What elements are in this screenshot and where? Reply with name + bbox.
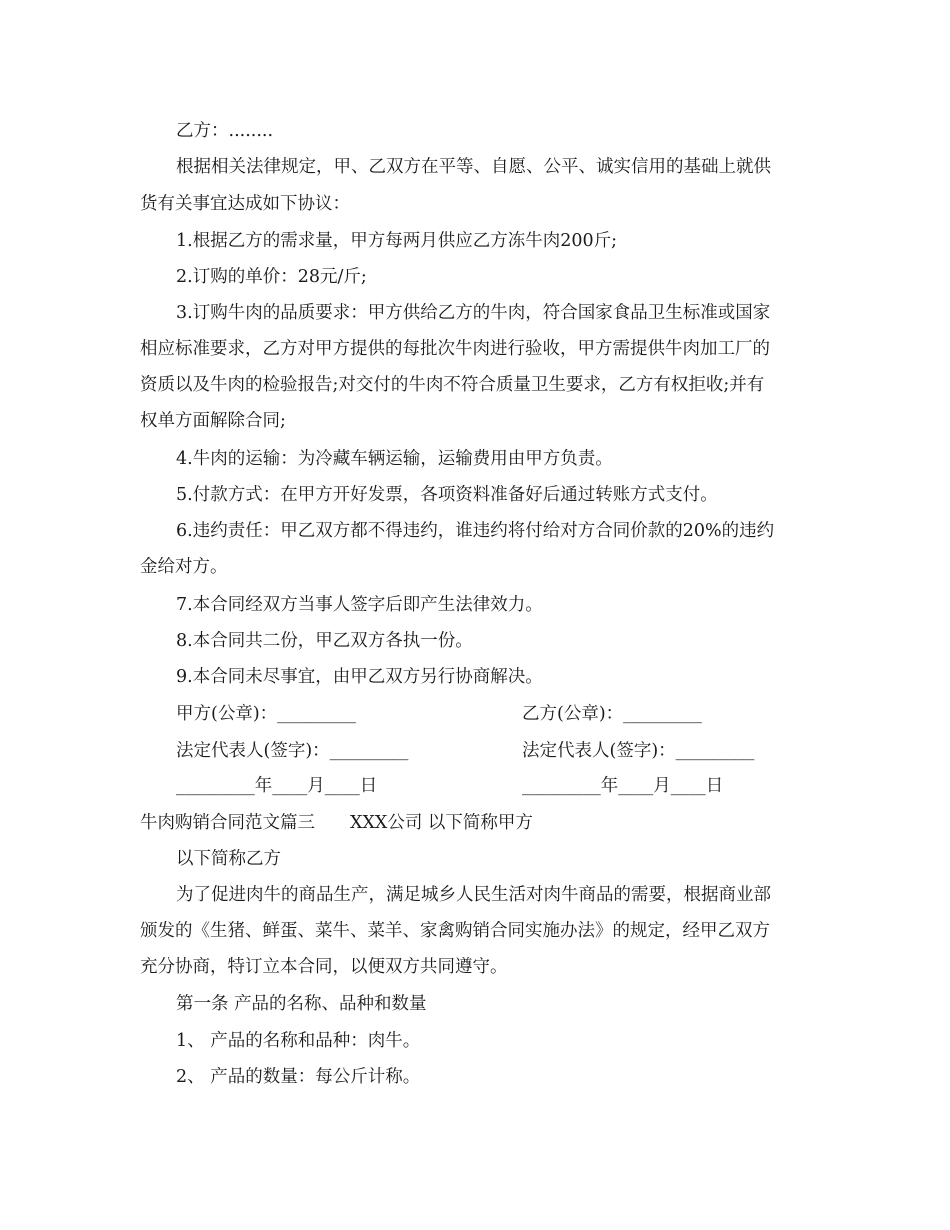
clause-6-line-2: 金给对方。 — [140, 557, 228, 577]
party-a-representative-line: 法定代表人(签字)：_________ — [176, 741, 409, 761]
party-a-seal-line: 甲方(公章)：_________ — [176, 704, 356, 724]
party-b-date-line: _________年____月____日 — [522, 776, 724, 796]
clause-1: 1.根据乙方的需求量，甲方每两月供应乙方冻牛肉200斤; — [176, 231, 617, 251]
party-b-representative-line: 法定代表人(签字)：_________ — [522, 741, 755, 761]
clause-4: 4.牛肉的运输：为冷藏车辆运输，运输费用由甲方负责。 — [176, 449, 613, 469]
article-1-item-2: 2、 产品的数量：每公斤计称。 — [176, 1067, 421, 1087]
purpose-paragraph-line-2: 颁发的《生猪、鲜蛋、菜牛、菜羊、家禽购销合同实施办法》的规定，经甲乙双方 — [140, 921, 770, 941]
clause-3-line-1: 3.订购牛肉的品质要求：甲方供给乙方的牛肉，符合国家食品卫生标准或国家 — [176, 303, 771, 323]
clause-7: 7.本合同经双方当事人签字后即产生法律效力。 — [176, 595, 543, 615]
party-b-intro: 乙方：........ — [176, 121, 274, 141]
clause-2: 2.订购的单价：28元/斤; — [176, 267, 367, 287]
article-1-heading: 第一条 产品的名称、品种和数量 — [176, 994, 427, 1014]
clause-9: 9.本合同未尽事宜，由甲乙双方另行协商解决。 — [176, 667, 543, 687]
clause-8: 8.本合同共二份，甲乙双方各执一份。 — [176, 631, 473, 651]
purpose-paragraph-line-3: 充分协商，特订立本合同，以便双方共同遵守。 — [140, 957, 508, 977]
section-3-heading: 牛肉购销合同范文篇三 XXX公司 以下简称甲方 — [140, 813, 533, 833]
clause-3-line-2: 相应标准要求，乙方对甲方提供的每批次牛肉进行验收，甲方需提供牛肉加工厂的 — [140, 339, 770, 359]
preamble-line-2: 货有关事宜达成如下协议： — [140, 194, 350, 214]
clause-3-line-3: 资质以及牛肉的检验报告;对交付的牛肉不符合质量卫生要求，乙方有权拒收;并有 — [140, 375, 765, 395]
clause-5: 5.付款方式：在甲方开好发票，各项资料准备好后通过转账方式支付。 — [176, 485, 718, 505]
preamble-line-1: 根据相关法律规定，甲、乙双方在平等、自愿、公平、诚实信用的基础上就供 — [176, 157, 771, 177]
article-1-item-1: 1、 产品的名称和品种：肉牛。 — [176, 1031, 421, 1051]
party-a-date-line: _________年____月____日 — [176, 776, 378, 796]
clause-6-line-1: 6.违约责任：甲乙双方都不得违约，谁违约将付给对方合同价款的20%的违约 — [176, 521, 775, 541]
party-b-seal-line: 乙方(公章)：_________ — [522, 704, 702, 724]
clause-3-line-4: 权单方面解除合同; — [140, 411, 286, 431]
party-b-short-name: 以下简称乙方 — [176, 849, 281, 869]
purpose-paragraph-line-1: 为了促进肉牛的商品生产，满足城乡人民生活对肉牛商品的需要，根据商业部 — [176, 885, 771, 905]
